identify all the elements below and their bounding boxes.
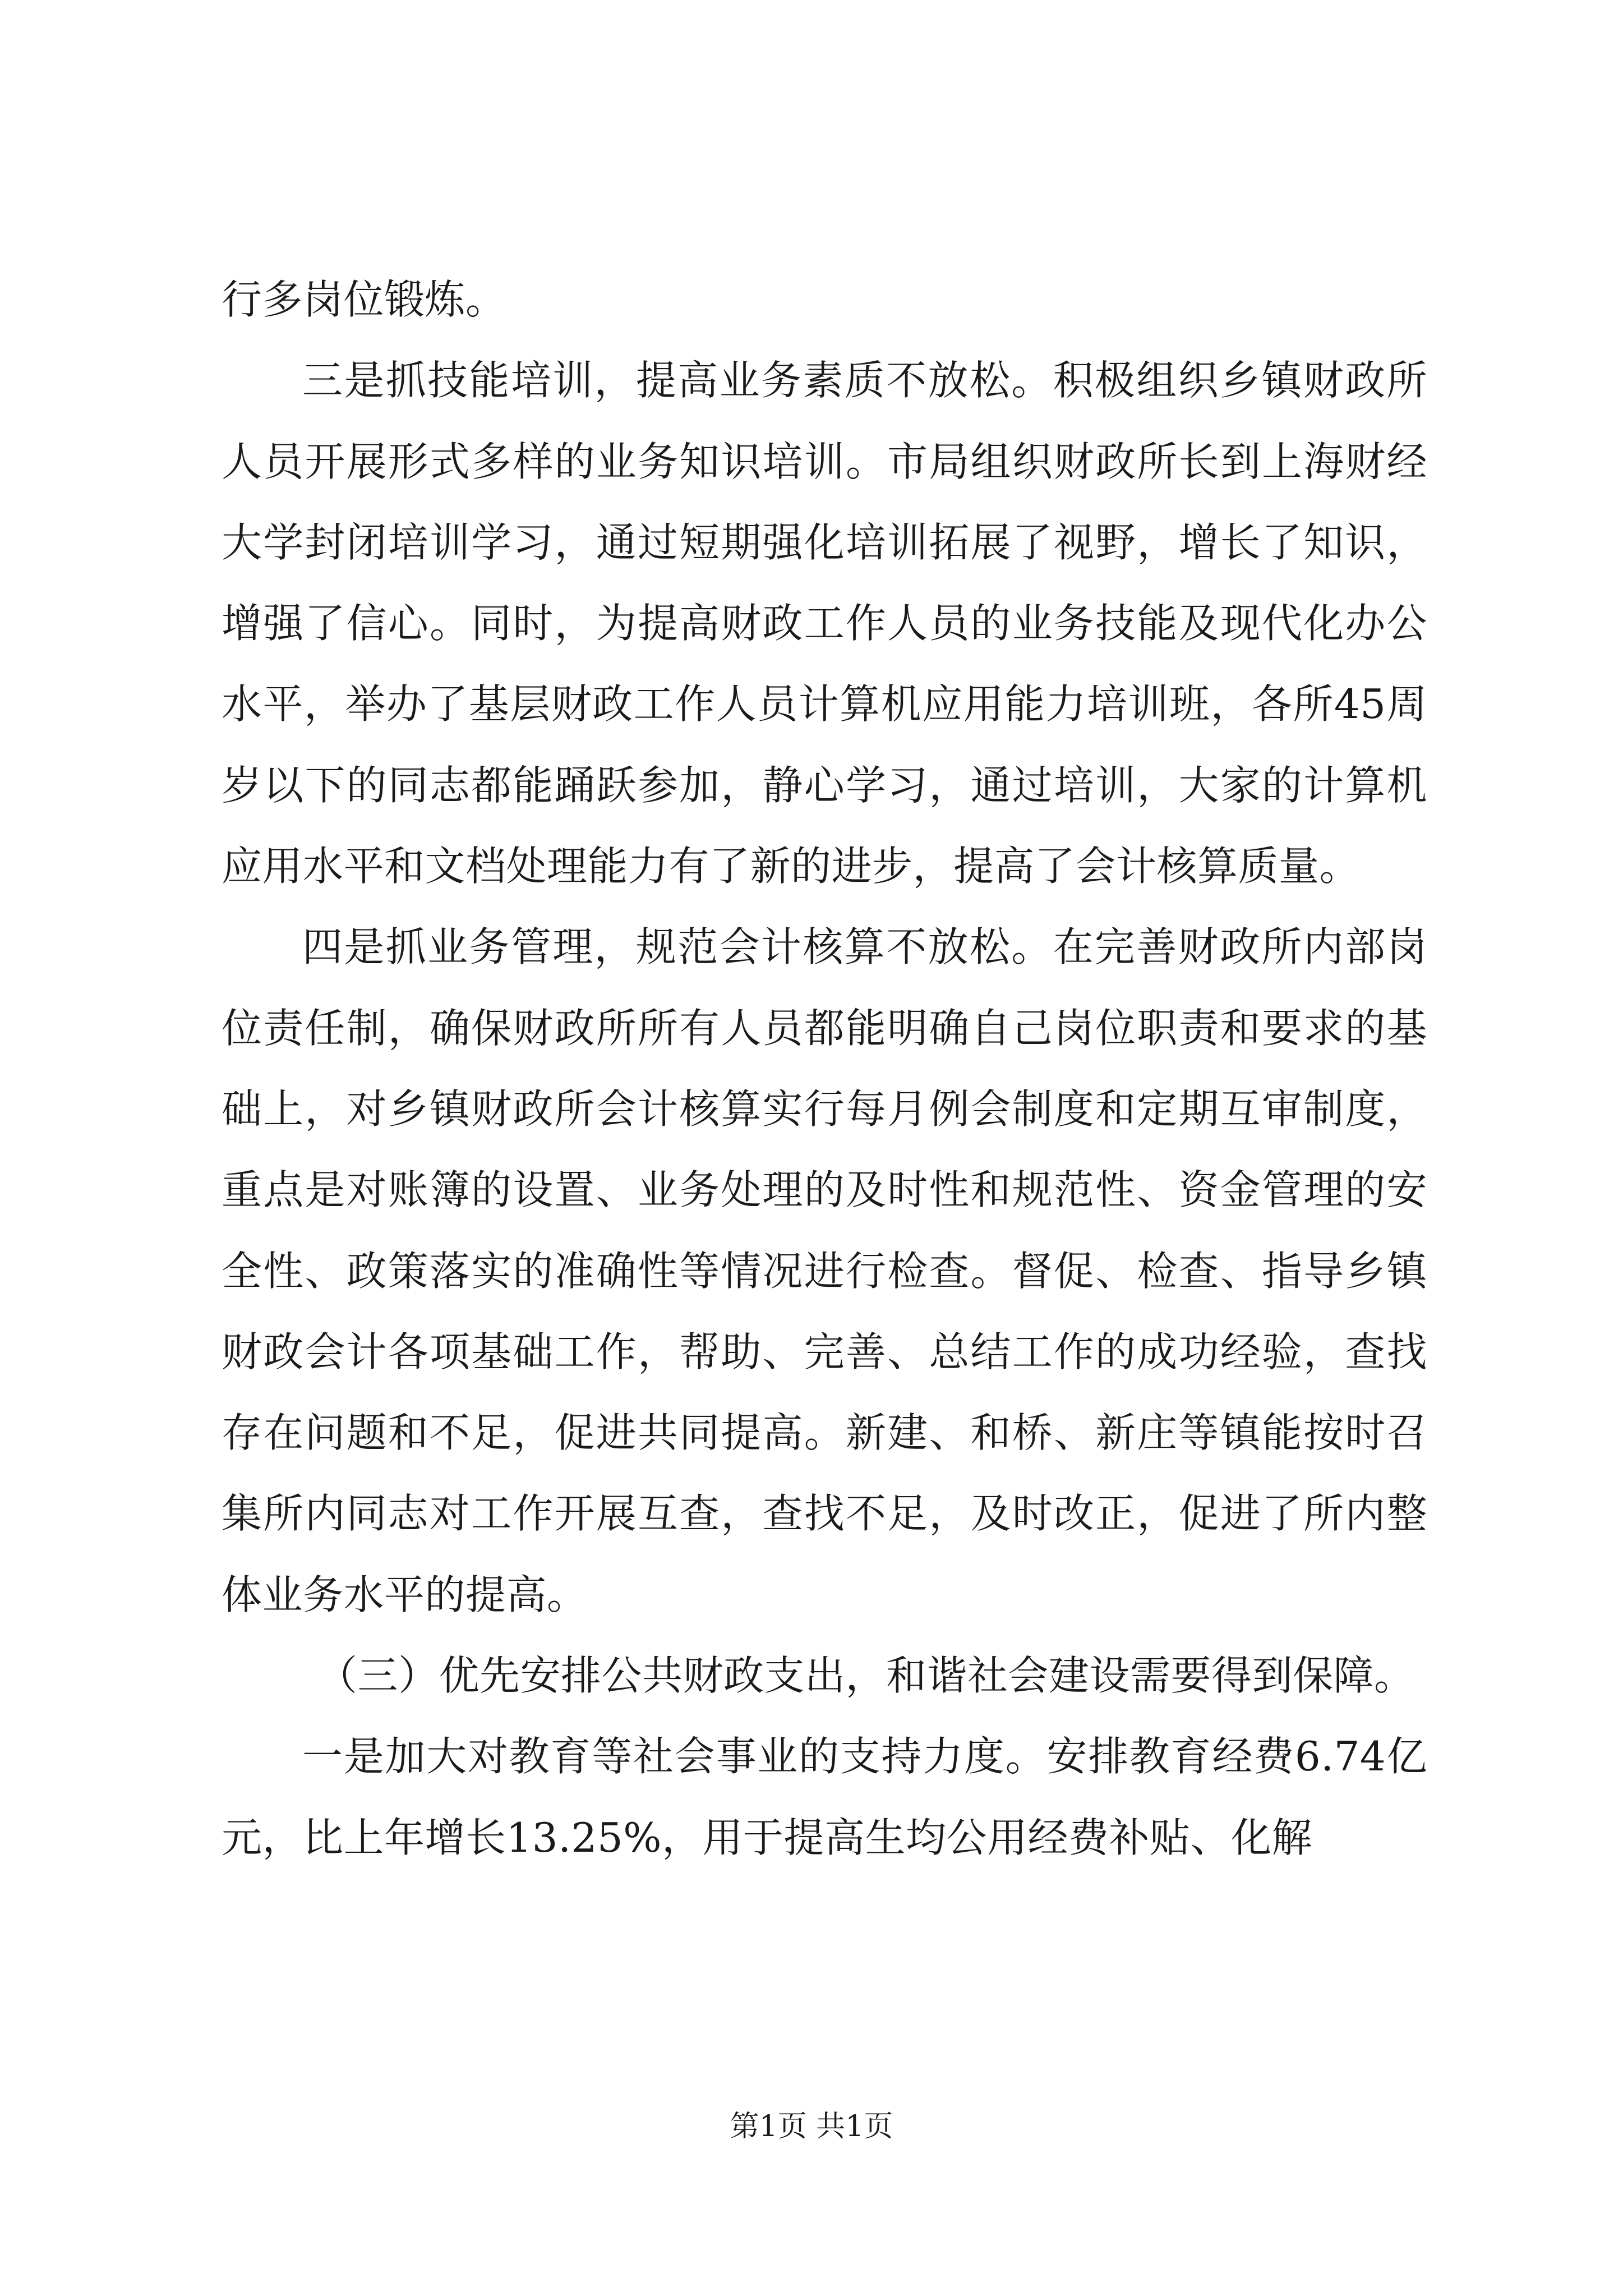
page-footer: 第1页 共1页	[730, 2110, 893, 2143]
paragraph-skills-training: 三是抓技能培训，提高业务素质不放松。积极组织乡镇财政所人员开展形式多样的业务知识培训。市局组织财政所长到上海财经大学封闭培训学习，通过短期强化培训拓展了视野，增长了知识，增强了信心。同时，为提高财政工作人员的业务技能及现代化办公水平，举办了基层财政工作人员计算机应用能力培训班，各所45周岁以下的同志都能踊跃参加，静心学习，通过培训，大家的计算机应用水平和文档处理能力有了新的进步，提高了会计核算质量。	[222, 357, 1427, 890]
paragraph-business-management: 四是抓业务管理，规范会计核算不放松。在完善财政所内部岗位责任制，确保财政所所有人员都能明确自己岗位职责和要求的基础上，对乡镇财政所会计核算实行每月例会制度和定期互审制度，重点是对账簿的设置、业务处理的及时性和规范性、资金管理的安全性、政策落实的准确性等情况进行检查。督促、检查、指导乡镇财政会计各项基础工作，帮助、完善、总结工作的成功经验，查找存在问题和不足，促进共同提高。新建、和桥、新庄等镇能按时召集所内同志对工作开展互查，查找不足，及时改正，促进了所内整体业务水平的提高。	[222, 923, 1427, 1618]
paragraph-education-support: 一是加大对教育等社会事业的支持力度。安排教育经费6.74亿元，比上年增长13.25%，用于提高生均公用经费补贴、化解	[222, 1733, 1427, 1861]
section-heading-public-expenditure: （三）优先安排公共财政支出，和谐社会建设需要得到保障。	[317, 1652, 1415, 1700]
document-body	[222, 259, 1427, 1878]
paragraph-continuation: 行多岗位锻炼。	[222, 276, 506, 323]
